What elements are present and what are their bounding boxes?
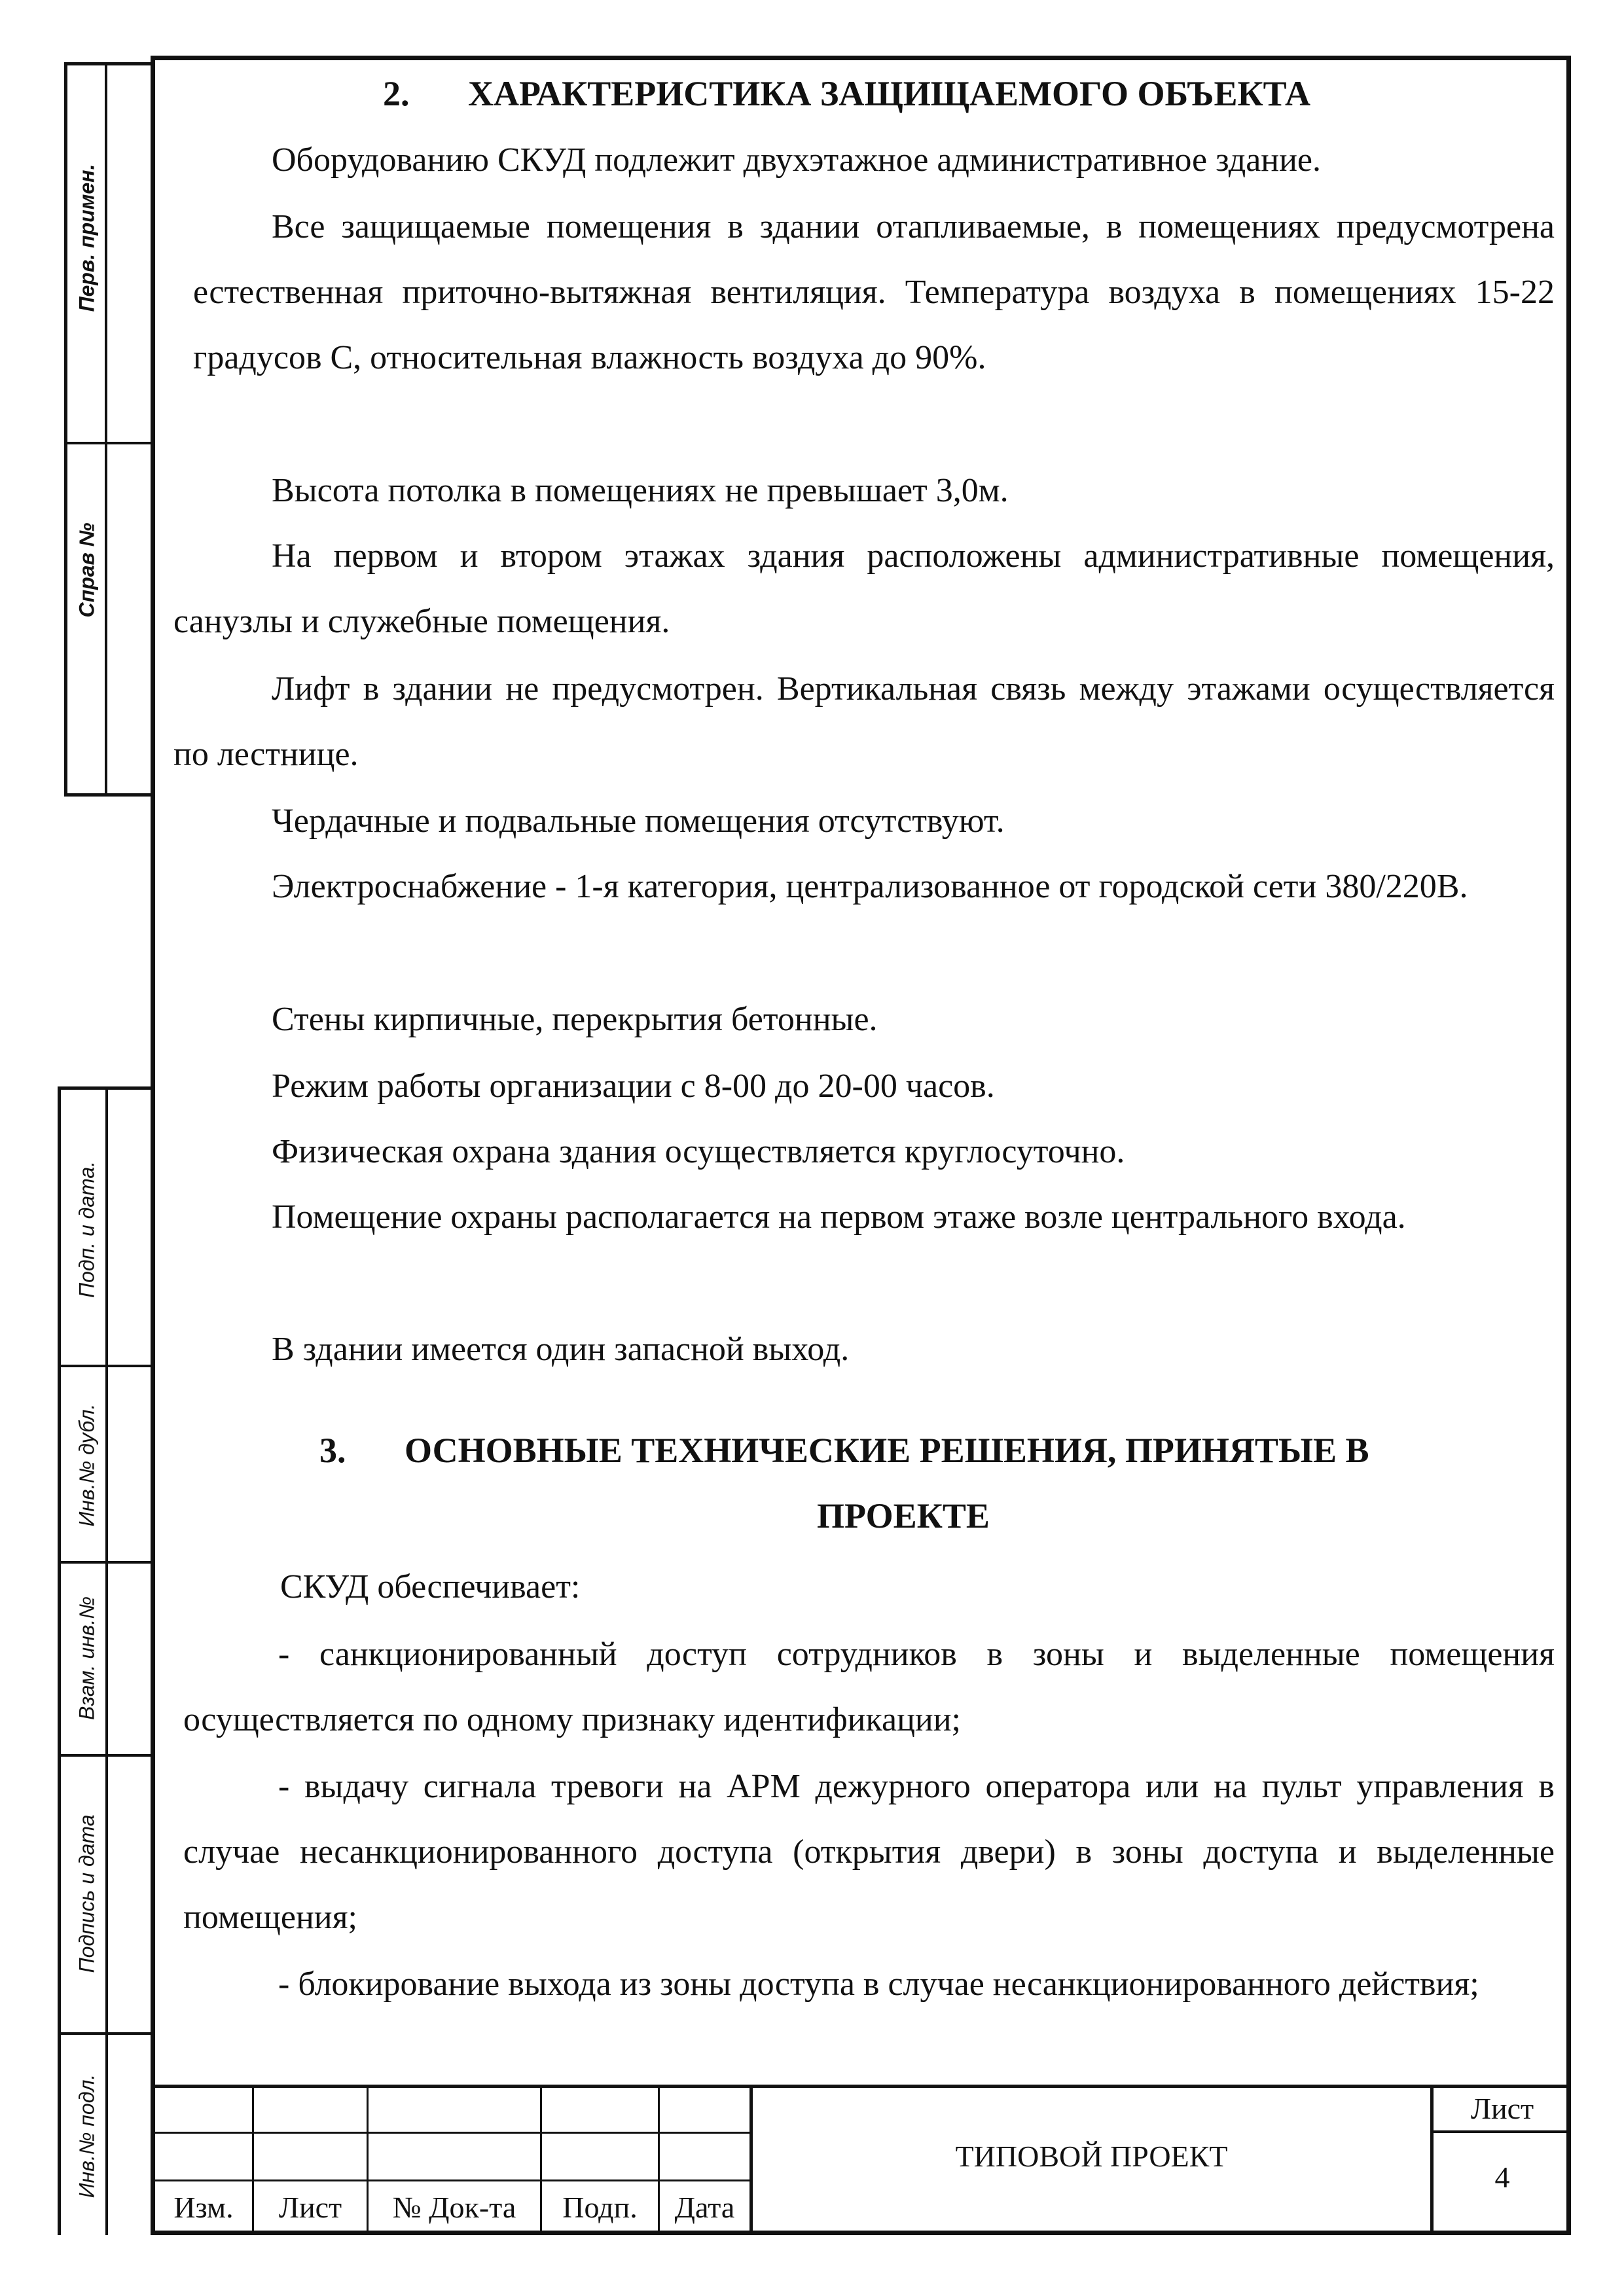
paragraph: Высота потолка в помещениях не превышает 3,0м. [272,472,1009,509]
list-item: - блокирование выхода из зоны доступа в случае несанкционированного действия; [278,1965,1479,2003]
margin-label-podp-data: Подп. и дата. [75,1160,99,1299]
margin-label-vzam-inv: Взам. инв.№ [75,1596,99,1721]
column-label-data: Дата [674,2191,735,2224]
paragraph: На первом и втором этажах здания расположены административные помещения, санузлы и служебные помещения. [173,537,1555,640]
paragraph: Режим работы организации с 8-00 до 20-00 часов. [272,1067,995,1105]
margin-strip-top [64,62,151,797]
column-label-izm: Изм. [173,2191,234,2224]
section-3-title-line-1: ОСНОВНЫЕ ТЕХНИЧЕСКИЕ РЕШЕНИЯ, ПРИНЯТЫЕ В [405,1431,1369,1470]
margin-label-inv-podl: Инв.№ подл. [75,2073,99,2198]
margin-label-sprav: Справ № [75,522,99,618]
paragraph: СКУД обеспечивает: [280,1568,581,1605]
margin-label-inv-dubl: Инв.№ дубл. [75,1403,99,1527]
margin-label-perv-primen: Перв. примен. [75,164,99,312]
document-title: ТИПОВОЙ ПРОЕКТ [955,2140,1228,2173]
section-3-number: 3. [319,1431,346,1470]
section-2-title: ХАРАКТЕРИСТИКА ЗАЩИЩАЕМОГО ОБЪЕКТА [468,74,1310,113]
paragraph: Чердачные и подвальные помещения отсутствуют. [272,802,1005,840]
paragraph: Помещение охраны располагается на первом этаже возле центрального входа. [272,1198,1406,1236]
column-label-doc-no: № Док-та [392,2191,516,2224]
section-3-title-line-2: ПРОЕКТЕ [817,1496,990,1535]
paragraph: В здании имеется один запасной выход. [272,1331,850,1368]
paragraph: Оборудованию СКУД подлежит двухэтажное административное здание. [272,141,1322,179]
list-item: - санкционированный доступ сотрудников в зоны и выделенные помещения осуществляется по одному признаку идентификации; [183,1636,1555,1738]
section-2-number: 2. [383,74,410,113]
column-label-podp: Подп. [562,2191,638,2224]
paragraph: Стены кирпичные, перекрытия бетонные. [272,1001,878,1038]
sheet-label: Лист [1470,2092,1534,2125]
margin-strip-bottom [58,1086,151,2235]
paragraph: Лифт в здании не предусмотрен. Вертикальная связь между этажами осуществляется по лестнице. [173,670,1555,773]
paragraph: Все защищаемые помещения в здании отапливаемые, в помещениях предусмотрена естественная приточно-вытяжная вентиляция. Температура воздуха в помещениях 15-22 градусов С, относительная влажность воздуха до 90%. [193,208,1555,376]
sheet-number: 4 [1494,2161,1510,2194]
column-label-list: Лист [278,2191,342,2224]
list-item: - выдачу сигнала тревоги на АРМ дежурного оператора или на пульт управления в случае несанкционированного доступа (открытия двери) в зоны доступа и выделенные помещения; [183,1768,1555,1936]
paragraph: Физическая охрана здания осуществляется круглосуточно. [272,1133,1125,1170]
paragraph: Электроснабжение - 1-я категория, централизованное от городской сети 380/220В. [272,868,1468,905]
margin-label-podpis-data: Подпись и дата [75,1814,99,1973]
